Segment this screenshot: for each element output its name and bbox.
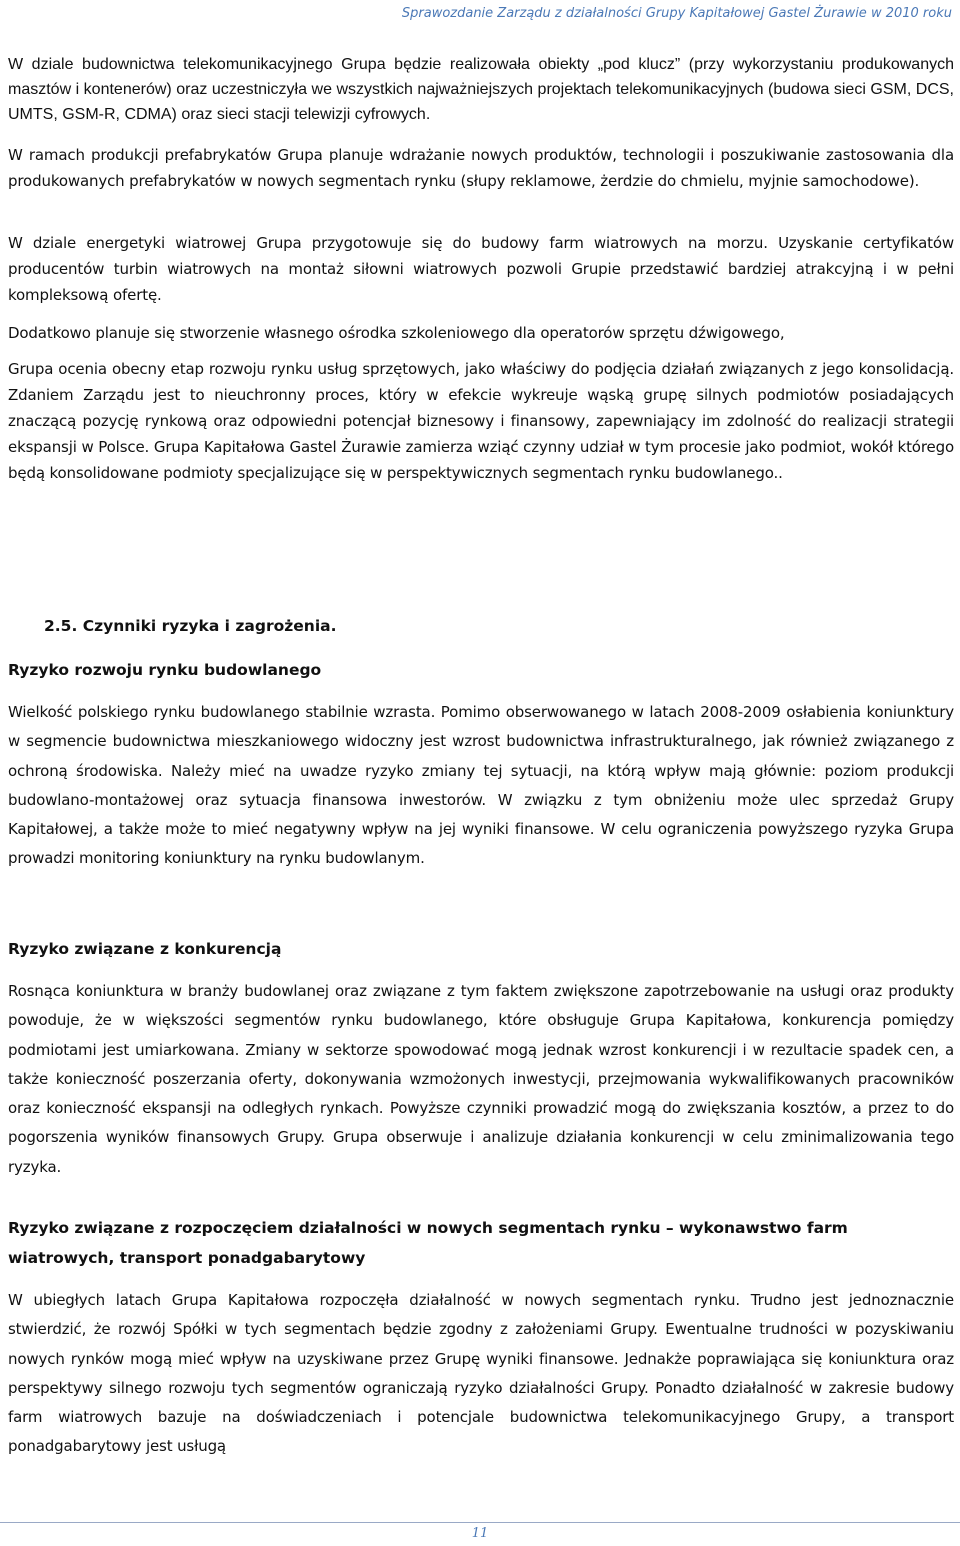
paragraph-training-center: Dodatkowo planuje się stworzenie własnego ośrodka szkoleniowego dla operatorów sprzętu dźwigowego, bbox=[8, 324, 785, 342]
paragraph-telecom: W dziale budownictwa telekomunikacyjnego Grupa będzie realizowała obiekty „pod klucz” (przy wykorzystaniu produkowanych masztów i kontenerów) oraz uczestniczyła we wszystkich najważniejszych projektach telekomunikacyjnych (budowa sieci GSM, DCS, UMTS, GSM-R, CDMA) oraz sieci stacji telewizji cyfrowych. bbox=[8, 56, 954, 123]
paragraph-prefab: W ramach produkcji prefabrykatów Grupa planuje wdrażanie nowych produktów, technologii i poszukiwanie zastosowania dla produkowanych prefabrykatów w nowych segmentach rynku (słupy reklamowe, żerdzie do chmielu, myjnie samochodowe). bbox=[8, 146, 954, 190]
heading-new-segments-risk-line1: Ryzyko związane z rozpoczęciem działalności w nowych segmentach rynku – wykonawstwo farm bbox=[8, 1219, 848, 1237]
section-title: 2.5. Czynniki ryzyka i zagrożenia. bbox=[44, 617, 337, 635]
footer-divider bbox=[0, 1522, 960, 1523]
paragraph-construction-market: Wielkość polskiego rynku budowlanego stabilnie wzrasta. Pomimo obserwowanego w latach 2008-2009 osłabienia koniunktury w segmencie budownictwa mieszkaniowego widoczny jest wzrost budownictwa infrastrukturalnego, jak również związanego z ochroną środowiska. Należy mieć na uwadze ryzyko zmiany tej sytuacji, na którą wpływ mają głównie: poziom produkcji budowlano-montażowej oraz sytuacja finansowa inwestorów. W związku z tym obniżeniu może ulec sprzedaż Grupy Kapitałowej, a także może to mieć negatywny wpływ na jej wyniki finansowe. W celu ograniczenia powyższego ryzyka Grupa prowadzi monitoring koniunktury na rynku budowlanym. bbox=[8, 703, 954, 868]
page-number: 11 bbox=[471, 1526, 489, 1541]
heading-new-segments-risk-line2: wiatrowych, transport ponadgabarytowy bbox=[8, 1249, 366, 1267]
paragraph-wind-energy: W dziale energetyki wiatrowej Grupa przygotowuje się do budowy farm wiatrowych na morzu. Uzyskanie certyfikatów producentów turbin wiatrowych na montaż siłowni wiatrowych pozwoli Grupie przedstawić bardziej atrakcyjną i w pełni kompleksową ofertę. bbox=[8, 234, 954, 304]
running-header: Sprawozdanie Zarządu z działalności Grupy Kapitałowej Gastel Żurawie w 2010 roku bbox=[401, 6, 952, 21]
heading-construction-market-risk: Ryzyko rozwoju rynku budowlanego bbox=[8, 661, 322, 679]
paragraph-new-segments: W ubiegłych latach Grupa Kapitałowa rozpoczęła działalność w nowych segmentach rynku. Trudno jest jednoznacznie stwierdzić, że rozwój Spółki w tych segmentach będzie zgodny z założeniami Grupy. Ewentualne trudności w pozyskiwaniu nowych rynków mogą mieć wpływ na uzyskiwane przez Grupę wyniki finansowe. Jednakże poprawiająca się koniunktura oraz perspektywy silnego rozwoju tych segmentów ograniczają ryzyko działalności Grupy. Ponadto działalność w zakresie budowy farm wiatrowych bazuje na doświadczeniach i potencjale budownictwa telekomunikacyjnego Grupy, a transport ponadgabarytowy jest usługą bbox=[8, 1291, 954, 1456]
paragraph-competition: Rosnąca koniunktura w branży budowlanej oraz związane z tym faktem zwiększone zapotrzebowanie na usługi oraz produkty powoduje, że w większości segmentów rynku budowlanego, które obsługuje Grupa Kapitałowa, konkurencja pomiędzy podmiotami jest umiarkowana. Zmiany w sektorze spowodować mogą jednak wzrost konkurencji i w rezultacie spadek cen, a także konieczność poszerzania oferty, dokonywania wzmożonych inwestycji, przejmowania wykwalifikowanych pracowników oraz konieczność ekspansji na odległych rynkach. Powyższe czynniki prowadzić mogą do zwiększania kosztów, a przez to do pogorszenia wyników finansowych Grupy. Grupa obserwuje i analizuje działania konkurencji w celu zminimalizowania tego ryzyka. bbox=[8, 982, 954, 1176]
paragraph-consolidation: Grupa ocenia obecny etap rozwoju rynku usług sprzętowych, jako właściwy do podjęcia działań związanych z jego konsolidacją. Zdaniem Zarządu jest to nieuchronny proces, który w efekcie wykreuje wąską grupę silnych podmiotów posiadających znaczącą pozycję rynkową oraz odpowiedni potencjał biznesowy i finansowy, zapewniający im zdolność do realizacji strategii ekspansji w Polsce. Grupa Kapitałowa Gastel Żurawie zamierza wziąć czynny udział w tym procesie jako podmiot, wokół którego będą konsolidowane podmioty specjalizujące się w perspektywicznych segmentach rynku budowlanego.. bbox=[8, 360, 954, 482]
heading-competition-risk: Ryzyko związane z konkurencją bbox=[8, 940, 282, 958]
